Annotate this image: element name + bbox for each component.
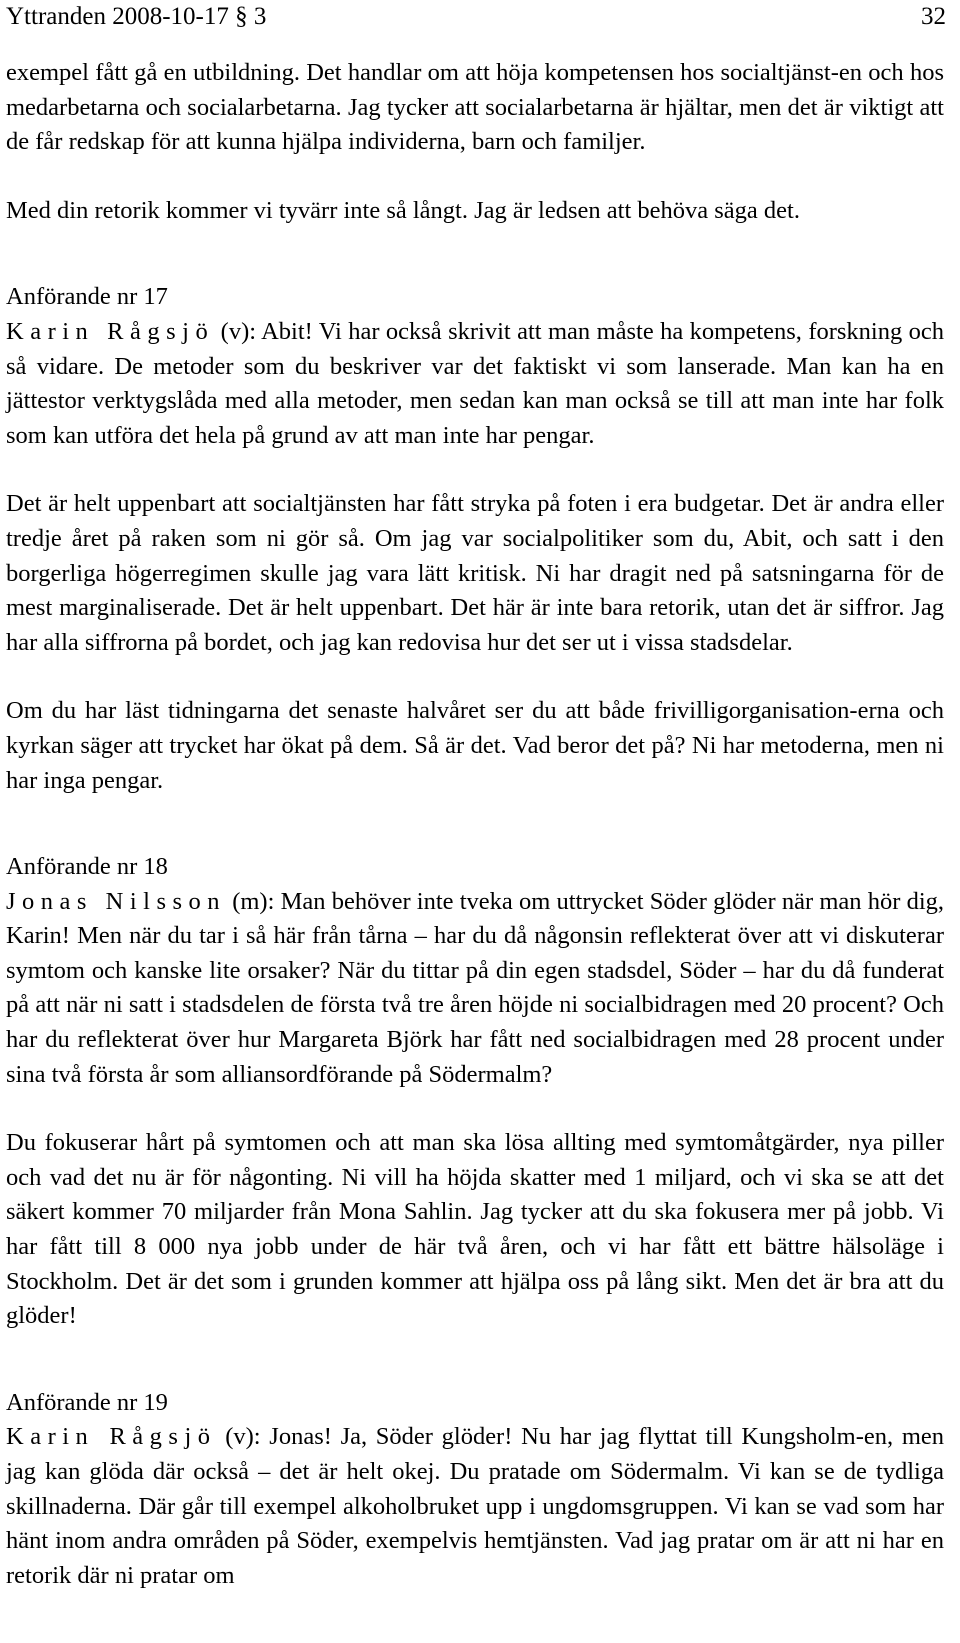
speech-heading-19: Anförande nr 19 xyxy=(6,1388,168,1416)
paragraph: Om du har läst tidningarna det senaste halvåret ser du att både frivilligorganisation-erna och kyrkan säger att trycket har ökat på dem. Så är det. Vad beror det på? Ni har metoderna, men ni har inga pengar. xyxy=(6,697,944,794)
page-number: 32 xyxy=(921,3,946,30)
speech-18 xyxy=(6,885,944,1093)
speaker-name: Karin Rågsjö xyxy=(6,317,215,345)
speech-17 xyxy=(6,315,944,453)
speech-heading-17: Anförande nr 17 xyxy=(6,283,168,311)
document-body xyxy=(6,56,944,1627)
paragraph-continued: exempel fått gå en utbildning. Det handlar om att höja kompetensen hos socialtjänst-en och hos medarbetarna och socialarbetarna. Jag tycker att socialarbetarna är hjältar, men det är viktigt att de får redskap för att kunna hjälpa individerna, barn och familjer. xyxy=(6,59,944,156)
speech-text: Abit! Vi har också skrivit att man måste ha kompetens, forskning och så vidare. De metoder som du beskriver var det faktiskt vi som lanserade. Man kan ha en jättestor verktygslåda med alla metoder, men sedan kan man också se till att man inte har folk som kan utföra det hela på grund av att man inte har pengar. xyxy=(6,317,945,449)
speech-19 xyxy=(6,1420,944,1593)
speaker-name: Jonas Nilsson xyxy=(6,887,227,915)
speaker-party: (v): xyxy=(225,1423,261,1451)
speech-heading-18: Anförande nr 18 xyxy=(6,853,168,881)
speaker-name: Karin Rågsjö xyxy=(6,1423,217,1451)
speech-text: Man behöver inte tveka om uttrycket Söder glöder när man hör dig, Karin! Men när du tar i så här från tårna – har du då någonsin reflekterat över att vi diskuterar symtom och kanske lite orsaker? När du tittar på din egen stadsdel, Söder – har du då funderat på att när ni satt i stadsdelen de första två tre åren höjde ni socialbidragen med 20 procent? Och har du reflekterat över hur Margareta Björk har fått ned socialbidragen med 28 procent under sina två första år som alliansordförande på Södermalm? xyxy=(6,887,945,1088)
document-title: Yttranden 2008-10-17 § 3 xyxy=(6,3,267,30)
speaker-party: (m): xyxy=(232,887,275,915)
page-header xyxy=(6,2,946,36)
paragraph: Det är helt uppenbart att socialtjänsten har fått stryka på foten i era budgetar. Det är andra eller tredje året på raken som ni gör så. Om jag var socialpolitiker som du, Abit, och satt i den borgerliga högerregimen skulle jag vara lätt kritisk. Ni har dragit ned på satsningarna för de mest marginaliserade. Det är helt uppenbart. Det här är inte bara retorik, utan det är siffror. Jag har alla siffrorna på bordet, och jag kan redovisa hur det ser ut i vissa stadsdelar. xyxy=(6,490,944,656)
speech-text: Jonas! Ja, Söder glöder! Nu har jag flyttat till Kungsholm-en, men jag kan glöda där också – det är helt okej. Du pratade om Södermalm. Vi kan se de tydliga skillnaderna. Där går till exempel alkoholbruket upp i ungdomsgruppen. Vi kan se vad som har hänt inom andra områden på Söder, exempelvis hemtjänsten. Vad jag pratar om är att ni har en retorik där ni pratar om xyxy=(6,1423,945,1589)
speaker-party: (v): xyxy=(220,317,257,345)
paragraph: Med din retorik kommer vi tyvärr inte så långt. Jag är ledsen att behöva säga det. xyxy=(6,196,800,224)
paragraph: Du fokuserar hårt på symtomen och att man ska lösa allting med symtomåtgärder, nya piller och vad det nu är för någonting. Ni vill ha höjda skatter med 1 miljard, och vi ska se att det säkert kommer 70 miljarder från Mona Sahlin. Jag tycker att du ska fokusera mer på jobb. Vi har fått till 8 000 nya jobb under de här två åren, och vi har fått ett bättre hälsoläge i Stockholm. Det är det som i grunden kommer att hjälpa oss på lång sikt. Men det är bra att du glöder! xyxy=(6,1129,944,1330)
